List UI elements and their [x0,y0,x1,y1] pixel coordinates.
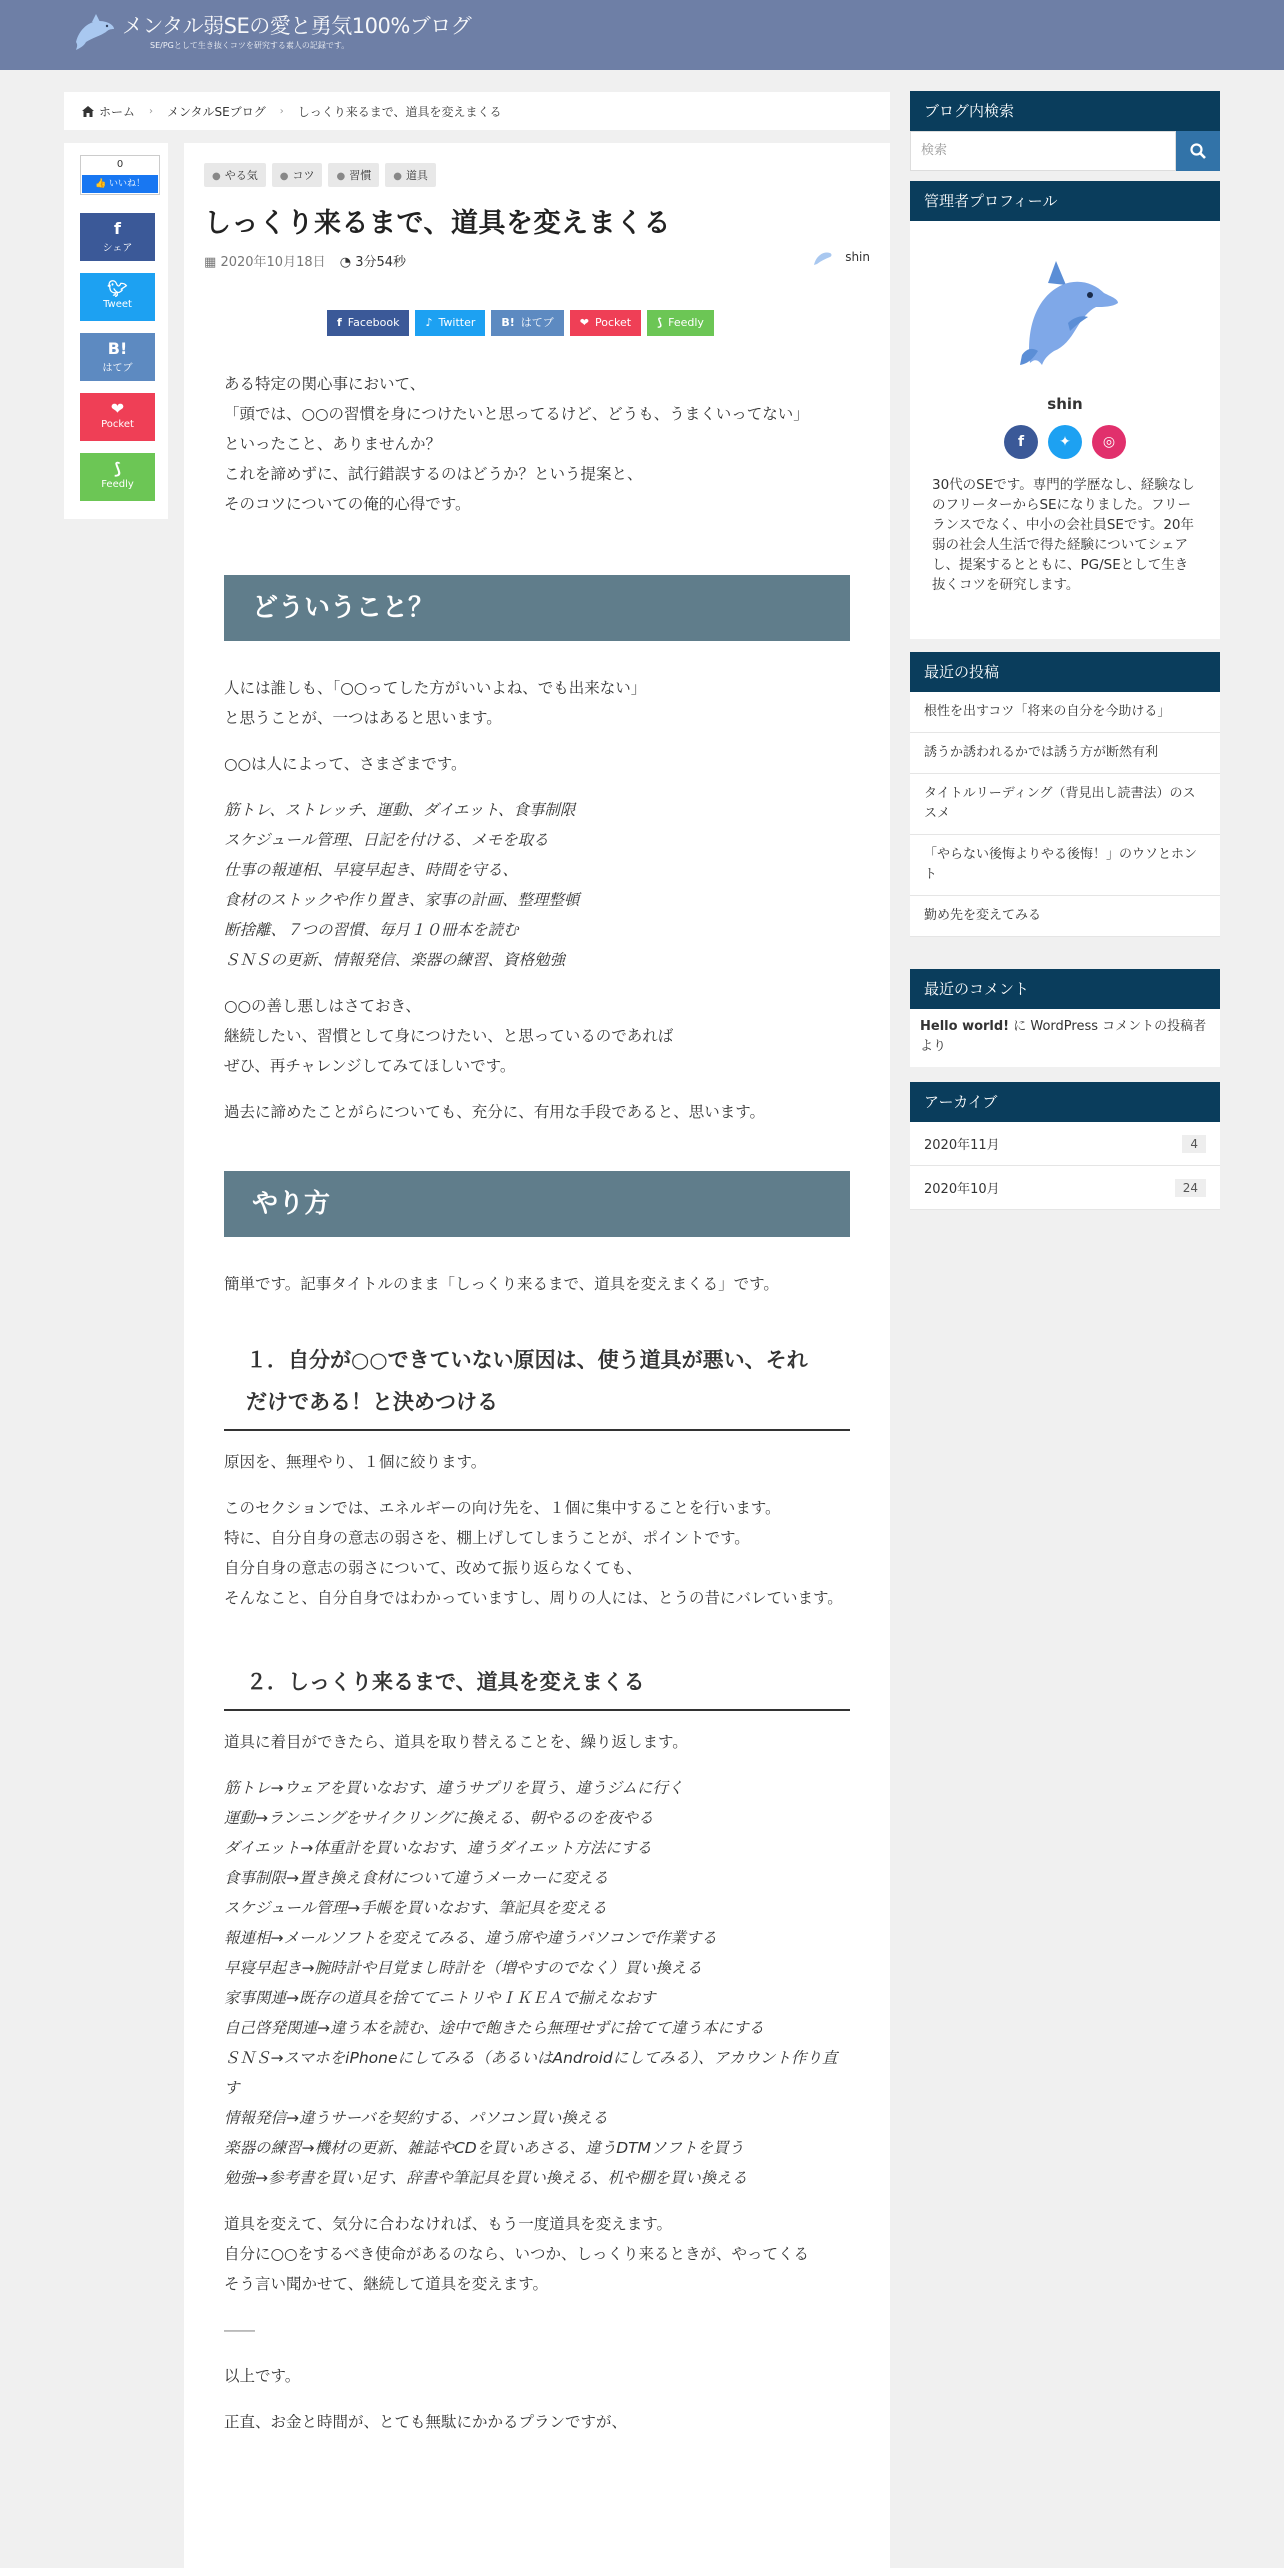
site-logo[interactable] [70,12,471,52]
list-item: ＳＮＳの更新、情報発信、楽器の練習、資格勉強 [224,951,566,969]
tag-label: コツ [292,169,315,182]
archive-link[interactable] [910,1122,1220,1166]
home-icon [82,106,94,117]
tag-label: やる気 [224,169,258,182]
list-item: ＳＮＳ→スマホをiPhoneにしてみる（あるいはAndroidにしてみる）、アカウント作り直す [224,2049,838,2097]
read-time: 3分54秒 [355,255,407,270]
paragraph: 原因を、無理やり、１個に絞ります。 [224,1453,487,1471]
pocket-share-label: Pocket [101,419,134,430]
text-line: と思うことが、一つはあると思います。 [224,709,502,727]
archive-widget [910,1082,1220,1210]
clock-icon: ◔ [339,255,352,270]
paragraph: 正直、お金と時間が、とても無駄にかかるプランですが、 [224,2413,628,2431]
text-line: 継続したい、習慣として身につけたい、と思っているのであれば [224,1027,674,1045]
search-input[interactable]: 検索 [910,131,1176,171]
list-item: 運動→ランニングをサイクリングに換える、朝やるのを夜やる [224,1809,654,1827]
example-list [224,795,850,975]
list-item: ダイエット→体重計を買いなおす、違うダイエット方法にする [224,1839,652,1857]
feedly-share-label: Feedly [101,479,134,490]
paragraph: 過去に諦めたことがらについても、充分に、有用な手段であると、思います。 [224,1103,765,1121]
tag-item[interactable] [328,163,379,187]
example-list [224,1773,850,2193]
thumbs-up-icon: 👍 [94,179,107,189]
text-line: といったこと、ありませんか？ [224,435,442,453]
facebook-share-button[interactable] [80,213,155,261]
widget-title: 管理者プロフィール [910,181,1220,221]
facebook-like-widget[interactable] [80,155,160,195]
widget-title: 最近のコメント [910,969,1220,1009]
text-line: ○○の善し悪しはさておき、 [224,997,421,1015]
sns-share-row [327,310,720,336]
list-item: スケジュール管理、日記を付ける、メモを取る [224,831,549,849]
pocket-button[interactable] [570,310,641,336]
hatena-icon: B! [501,316,515,329]
recent-post-link[interactable]: 誘うか誘われるかでは誘う方が断然有利 [910,733,1220,774]
list-item: 楽器の練習→機材の更新、雑誌やCDを買いあさる、違うDTMソフトを買う [224,2139,745,2157]
recent-post-link[interactable]: タイトルリーディング（背見出し読書法）のススメ [910,774,1220,835]
twitter-icon: ♪ [425,316,433,329]
dolphin-logo-icon [70,12,116,52]
pocket-share-button[interactable] [80,393,155,441]
calendar-icon: ▦ [204,255,217,270]
profile-bio: 30代のSEです。専門的学歴なし、経験なしのフリーターからSEになりました。フリーランスでなく、中小の会社員SEです。20年弱の社会人生活で得た経験についてシェアし、提案するとともに、PG/SEとして生き抜くコツを研究します。 [932,477,1195,593]
text-line: 道具を変えて、気分に合わなければ、もう一度道具を変えます。 [224,2215,672,2233]
list-item: 筋トレ、ストレッチ、運動、ダイエット、食事制限 [224,801,576,819]
search-widget [910,91,1220,171]
hatena-icon: B! [107,339,128,358]
site-header [0,0,1284,70]
intro-paragraph [224,369,850,519]
breadcrumb-current: しっくり来るまで、道具を変えまくる [297,104,502,119]
share-sidebar [64,143,168,519]
widget-title: ブログ内検索 [910,91,1220,131]
breadcrumb-home[interactable]: ホーム [99,104,136,119]
like-count: 0 [116,159,124,170]
paragraph [224,991,850,1081]
text-line: 自分自身の意志の弱さについて、改めて振り返らなくても、 [224,1559,642,1577]
pocket-button-label: Pocket [595,316,632,329]
twitter-button[interactable] [415,310,485,336]
like-button[interactable] [82,175,158,193]
facebook-share-label: シェア [102,243,133,254]
recent-comments-widget [910,969,1220,1067]
feedly-share-button[interactable] [80,453,155,501]
like-label: いいね！ [109,179,146,189]
breadcrumb [64,92,890,130]
paragraph: 以上です。 [224,2367,301,2385]
tag-item[interactable] [204,163,266,187]
feedly-button[interactable] [647,310,714,336]
text-line: 特に、自分自身の意志の弱さを、棚上げしてしまうことが、ポイントです。 [224,1529,750,1547]
profile-avatar [1008,259,1120,367]
list-item: 食材のストックや作り置き、家事の計画、整理整頓 [224,891,580,909]
list-item: 家事関連→既存の道具を捨ててニトリやＩＫＥＡで揃えなおす [224,1989,656,2007]
list-item: 勉強→参考書を買い足す、辞書や筆記具を買い換える、机や棚を買い換える [224,2169,748,2187]
tag-icon: ● [212,171,221,182]
paragraph: 道具に着目ができたら、道具を取り替えることを、繰り返します。 [224,1733,688,1751]
facebook-button-label: Facebook [347,316,400,329]
archive-count: 24 [1175,1179,1206,1197]
archive-label: 2020年10月 [924,1182,1000,1197]
facebook-icon: f [114,219,121,238]
article [184,143,890,2568]
widget-title: 最近の投稿 [910,652,1220,692]
twitter-button-label: Twitter [438,316,476,329]
text-line: 自分に○○をするべき使命があるのなら、いつか、しっくり来るときが、やってくる [224,2245,810,2263]
post-author[interactable] [811,247,870,267]
list-item: 情報発信→違うサーバを契約する、パソコン買い換える [224,2109,608,2127]
site-tagline: SE/PGとして生き抜くコツを研究する素人の記録です。 [150,41,350,50]
profile-name: shin [1047,395,1083,413]
rss-icon: ⟆ [657,316,663,329]
section-heading: どういうこと？ [224,575,850,641]
list-item: 筋トレ→ウェアを買いなおす、違うサプリを買う、違うジムに行く [224,1779,684,1797]
tag-icon: ● [279,171,289,182]
comment-item [910,1009,1220,1067]
hatena-share-button[interactable] [80,333,155,381]
facebook-icon[interactable]: f [1004,425,1038,459]
author-avatar [811,247,833,267]
list-item: スケジュール管理→手帳を買いなおす、筆記具を変える [224,1899,607,1917]
list-item: 仕事の報連相、早寝早起き、時間を守る、 [224,861,518,879]
recent-post-link[interactable]: 根性を出すコツ「将来の自分を今助ける」 [910,692,1220,733]
post-title: しっくり来るまで、道具を変えまくる [204,208,671,239]
tag-list [204,163,442,187]
pocket-icon: ❤︎ [110,399,125,418]
pocket-icon: ❤︎ [579,316,590,329]
tag-label: 習慣 [349,169,372,182]
feedly-button-label: Feedly [668,316,704,329]
facebook-icon: f [337,316,342,329]
twitter-icon[interactable]: ✦ [1048,425,1082,459]
author-name: shin [845,250,870,264]
archive-label: 2020年11月 [924,1138,1000,1153]
search-icon [1190,143,1206,159]
twitter-share-button[interactable] [80,273,155,321]
list-item: 自己啓発関連→違う本を読む、途中で飽きたら無理せずに捨てて違う本にする [224,2019,764,2037]
archive-count: 4 [1182,1135,1206,1153]
recent-post-link[interactable]: 勤め先を変えてみる [910,896,1220,937]
text-line: ぜひ、再チャレンジしてみてほしいです。 [224,1057,516,1075]
list-item: 食事制限→置き換え食材について違うメーカーに変える [224,1869,609,1887]
list-item: 早寝早起き→腕時計や目覚まし時計を（増やすのでなく）買い換える [224,1959,702,1977]
paragraph: 簡単です。記事タイトルのまま「しっくり来るまで、道具を変えまくる」です。 [224,1275,779,1293]
text-line: そのコツについての俺的心得です。 [224,495,471,513]
recent-posts-widget [910,652,1220,937]
tag-item[interactable] [385,163,436,187]
subsection-heading: ２．しっくり来るまで、道具を変えまくる [224,1661,850,1711]
article-body [224,369,850,2453]
hatena-button[interactable] [491,310,563,336]
tag-icon: ● [336,171,346,182]
recent-post-link[interactable]: 「やらない後悔よりやる後悔！」のウソとホント [910,835,1220,896]
archive-link[interactable] [910,1166,1220,1210]
text-line: 人には誰しも、「○○ってした方がいいよね、でも出来ない」 [224,679,647,697]
section-heading: やり方 [224,1171,850,1237]
comment-post-link[interactable]: Hello world! [920,1019,1010,1034]
paragraph [224,1493,850,1613]
comment-text: に WordPress コメントの投稿者 より [920,1019,1207,1054]
twitter-icon: 🐦︎ [107,279,128,298]
text-line: 「頭では、○○の習慣を身につけたいと思ってるけど、どうも、うまくいってない」 [224,405,809,423]
instagram-icon[interactable]: ◎ [1092,425,1126,459]
post-meta [204,251,406,270]
tag-label: 道具 [405,169,428,182]
text-line: このセクションでは、エネルギーの向け先を、１個に集中することを行います。 [224,1499,781,1517]
text-line: そう言い聞かせて、継続して道具を変えます。 [224,2275,548,2293]
text-line: ある特定の関心事において、 [224,375,426,393]
facebook-button[interactable] [327,310,409,336]
list-item: 報連相→メールソフトを変えてみる、違う席や違うパソコンで作業する [224,1929,717,1947]
paragraph [224,673,850,733]
chevron-right-icon: › [149,105,154,117]
paragraph [224,2209,850,2299]
widget-title: アーカイブ [910,1082,1220,1122]
list-item: 断捨離、７つの習慣、毎月１０冊本を読む [224,921,519,939]
post-date: 2020年10月18日 [220,255,326,270]
text-line: これを諦めずに、試行錯誤するのはどうか？という提案と、 [224,465,643,483]
rss-icon: ⟆ [113,459,122,478]
search-button[interactable] [1176,131,1220,171]
subsection-heading: １．自分が○○できていない原因は、使う道具が悪い、それだけである！と決めつける [224,1339,850,1431]
site-title: メンタル弱SEの愛と勇気100%ブログ [122,14,472,38]
tag-icon: ● [393,171,402,182]
paragraph: ○○は人によって、さまざまです。 [224,755,467,773]
breadcrumb-category[interactable]: メンタルSEブログ [167,104,266,119]
profile-widget [910,181,1220,639]
text-line: そんなこと、自分自身ではわかっていますし、周りの人には、とうの昔にバレています。 [224,1589,843,1607]
chevron-right-icon: › [279,105,284,117]
twitter-share-label: Tweet [103,299,132,310]
hatena-button-label: はてブ [520,316,554,329]
separator-dash: ―― [224,2321,255,2339]
tag-item[interactable] [272,163,323,187]
hatena-share-label: はてブ [102,363,133,374]
